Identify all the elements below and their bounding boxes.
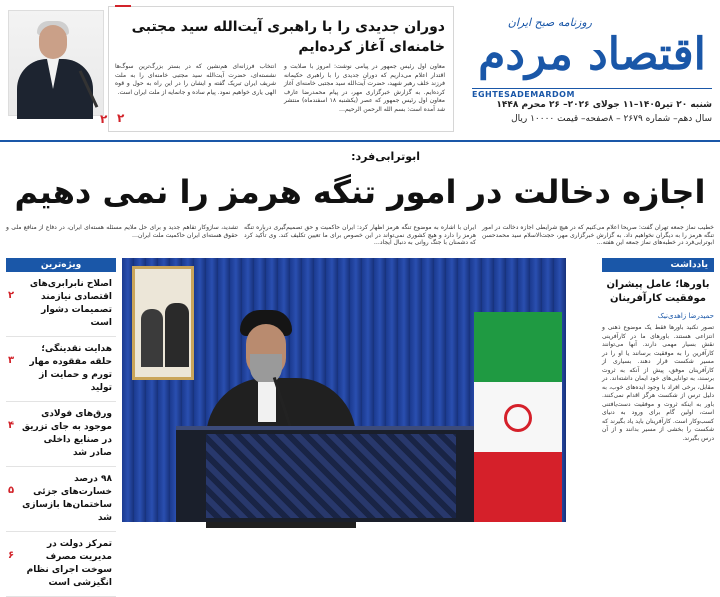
highlights-column [6,258,116,588]
lead-headline[interactable]: اجازه دخالت در امور تنگه هرمز را نمی دهیم [14,173,706,211]
portrait-photo [8,10,104,116]
framed-portrait [132,266,194,380]
highlight-page: ۴ [8,420,15,431]
masthead-latin: EGHTESADEMARDOM [472,88,712,99]
masthead-subtitle: روزنامه صبح ایران [507,16,592,29]
portrait-page-mark: ۲ [100,112,108,126]
top-story-col-2: انتخاب فرزانه‌ای هم‌نشین که در بستر بزرگ‌ترین سوگ‌ها نشسته‌ای، حضرت آیت‌الله سید مجتبی خامنه‌ای را به ملت شریف ایران تبریک گفته و ایشان را در این راه به حول و قوه الهی یاری خواهیم نمود. پیام ساده و جانمایه از ملت ایران است. [115,63,276,96]
top-story[interactable] [108,6,454,132]
highlight-title: تمرکز دولت در مدیریت مصرف سوخت اجرای نظام انگیزشی است [26,539,112,588]
highlight-item[interactable] [6,402,116,467]
highlights-label: ویژه‌ترین [6,258,116,272]
framed-figure-2 [165,303,189,367]
framed-figure-1 [141,309,163,367]
note-column [602,258,714,524]
lead-col-3: تشدید، سازوکار تفاهم جدید و برای حل ملایم مسئله هسته‌ای ایران، در دفاع از منافع ملی و حقوق هسته‌ای ایران حاکمیت ملت ایران… [6,224,238,239]
top-story-columns [115,63,445,123]
highlight-item[interactable] [6,467,116,532]
lead-kicker: ابوترابی‌فرد: [351,150,420,163]
lead-story[interactable] [0,146,720,256]
front-page-top [0,0,720,140]
highlight-item[interactable] [6,337,116,402]
top-story-headline[interactable]: دوران جدیدی را با راهبری آیت‌الله سید مجتبی خامنه‌ای آغاز کرده‌ایم [131,19,445,55]
podium-pattern [206,434,456,518]
highlight-title: ورق‌های فولادی موجود به جای تزریق در صنایع داخلی صادر شد [22,409,112,458]
iran-flag [474,312,562,522]
top-story-page-mark: ۲ [117,111,125,125]
highlight-item[interactable] [6,532,116,597]
note-body: تصور نکنید باورها فقط یک موضوع ذهنی و انتزاعی هستند. باورهای ما در کارآفرینی نقش بسیار مهمی دارند. آنها می‌توانند کارآفرین را به موفقیت برسانند یا او را در مسیر شکست قرار دهند. بسیاری از کارآفرینان موفق، پیش از آنکه به ثروت برسند، به توانایی‌های خود ایمان داشته‌اند. در مقابل، برخی افراد با وجود ایده‌های خوب، به دلیل ترس از شکست هرگز اقدام نمی‌کنند. باور به اینکه ثروت و موفقیت دست‌یافتنی است، اولین گام برای ورود به دنیای کسب‌وکار است. کارآفرینان باید یاد بگیرند که شکست را بخشی از مسیر بدانند و از آن درس بگیرند. [602,324,714,442]
speaker-collar [258,382,276,422]
masthead-rule [0,140,720,142]
masthead [472,6,712,134]
masthead-title[interactable]: اقتصاد مردم [478,29,706,80]
flag-red [474,452,562,522]
highlight-page: ۳ [8,355,15,366]
top-story-kicker [115,5,131,7]
highlight-page: ۶ [8,550,15,561]
flag-emblem-icon [504,404,532,432]
highlight-title: ۹۸ درصد خسارت‌های جزئی ساختمان‌ها بازسازی شد [22,474,112,523]
top-story-col-1: معاون اول رئیس جمهور در پیامی نوشت: امروز با صلابت و اقتدار اعلام می‌داریم که دوران جدیدی را با راهبری حکیمانه فرزند خلف رهبر شهید، حضرت آیت‌الله سید مجتبی خامنه‌ای آغاز کرده‌ایم. به گزارش خبرگزاری مهر، در پیام محمدرضا عارف معاون اول رئیس جمهور که عصر (یکشنبه ۱۸ اسفندماه) منتشر شد آمده است: بسم الله الرحمن الرحیم… [284,63,445,113]
flag-green [474,312,562,382]
highlight-title: اصلاح نابرابری‌های اقتصادی نیازمند تصمیمات دشوار است [29,279,112,328]
highlight-page: ۵ [8,485,15,496]
note-headline[interactable]: باورها؛ عامل پیشران موفقیت کارآفرینان [606,279,710,304]
highlight-page: ۲ [8,290,15,301]
note-label: یادداشت [602,258,714,272]
lead-col-2: ایران با اشاره به موضوع تنگه هرمز اظهار کرد: ایران حاکمیت و حق تصمیم‌گیری درباره تنگه هرمز را دارد و هیچ کشوری نمی‌تواند در این خصوص برای ما تعیین تکلیف کند. وی تأکید کرد که دشمنان با جنگ روانی به دنبال ایجاد… [244,224,476,246]
portrait-face [39,25,67,59]
date-line: شنبه ۲۰ تیر۱۴۰۵–۱۱ جولای ۲۰۲۶– ۲۶ محرم ۱۴۴۸ [496,100,712,110]
highlight-item[interactable] [6,272,116,337]
lead-col-1: خطیب نماز جمعه تهران گفت: صریحا اعلام می‌کنیم که در هیچ شرایطی اجازه دخالت در امور تنگه هرمز را به دیگران نخواهیم داد. به گزارش خبرگزاری مهر، حجت‌الاسلام سید محمدحسن ابوترابی‌فرد در خطبه‌های نماز جمعه این هفته… [482,224,714,246]
lead-columns [6,224,714,252]
lead-photo [122,258,566,522]
note-byline: حمیدرضا زاهدی‌نیک [657,312,714,320]
highlight-title: هدایت نقدینگی؛ حلقه مفقوده مهار تورم و حمایت از تولید [29,344,112,393]
issue-line: سال دهم– شماره ۲۶۷۹ – ۸صفحه– قیمت ۱۰۰۰۰ ریال [511,114,712,124]
